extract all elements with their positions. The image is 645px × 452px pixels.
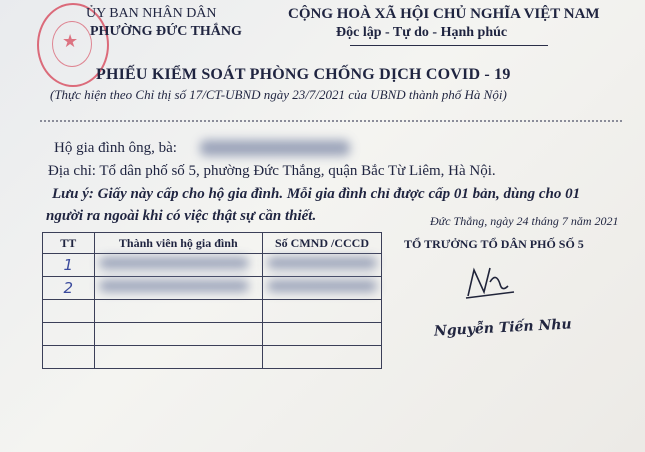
col-header-member: Thành viên hộ gia đình [94,233,262,254]
member-cell [94,323,262,346]
id-cell [263,254,382,277]
table-row [43,346,382,369]
member-cell [94,346,262,369]
table-row [43,254,382,277]
row-number [43,346,95,369]
agency-line-2: PHƯỜNG ĐỨC THẮNG [90,24,242,39]
household-label: Hộ gia đình ông, bà: [54,140,177,156]
row-number [43,323,95,346]
table-row [43,300,382,323]
id-cell [263,323,382,346]
table-row [43,277,382,300]
table-row [43,323,382,346]
id-cell [263,277,382,300]
row-number [43,300,95,323]
row-number: 1 [43,254,95,277]
row-number: 2 [43,277,95,300]
nation-title: CỘNG HOÀ XÃ HỘI CHỦ NGHĨA VIỆT NAM [288,6,600,22]
member-cell [94,277,262,300]
signature-date: Đức Thắng, ngày 24 tháng 7 năm 2021 [430,214,619,228]
col-header-tt: TT [43,233,95,254]
signer-name: Nguyễn Tiến Nhu [433,316,573,340]
stamp-star-icon: ★ [62,31,79,51]
note-line-1: Lưu ý: Giấy này cấp cho hộ gia đình. Mỗi gia đình chỉ được cấp 01 bản, dùng cho 01 [52,186,581,202]
address-line: Địa chỉ: Tổ dân phố số 5, phường Đức Thắng, quận Bắc Từ Liêm, Hà Nội. [48,163,496,179]
motto: Độc lập - Tự do - Hạnh phúc [336,25,508,40]
agency-line-1: ỦY BAN NHÂN DÂN [86,6,217,21]
form-subtitle: (Thực hiện theo Chỉ thị số 17/CT-UBND ngày 23/7/2021 của UBND thành phố Hà Nội) [50,87,507,102]
signature-mark-icon [462,262,522,302]
table-header-row [43,233,382,254]
id-cell [263,300,382,323]
member-cell [94,254,262,277]
redacted-household-name [200,140,350,156]
member-cell [94,300,262,323]
col-header-id: Số CMND /CCCD [263,233,382,254]
signer-title: TỔ TRƯỞNG TỔ DÂN PHỐ SỐ 5 [404,237,584,251]
form-title: PHIẾU KIỂM SOÁT PHÒNG CHỐNG DỊCH COVID - 19 [96,66,511,83]
motto-underline [350,45,548,46]
id-cell [263,346,382,369]
dotted-divider [40,120,622,122]
household-members-table [42,232,382,369]
note-line-2: người ra ngoài khi có việc thật sự cần thiết. [46,208,317,224]
